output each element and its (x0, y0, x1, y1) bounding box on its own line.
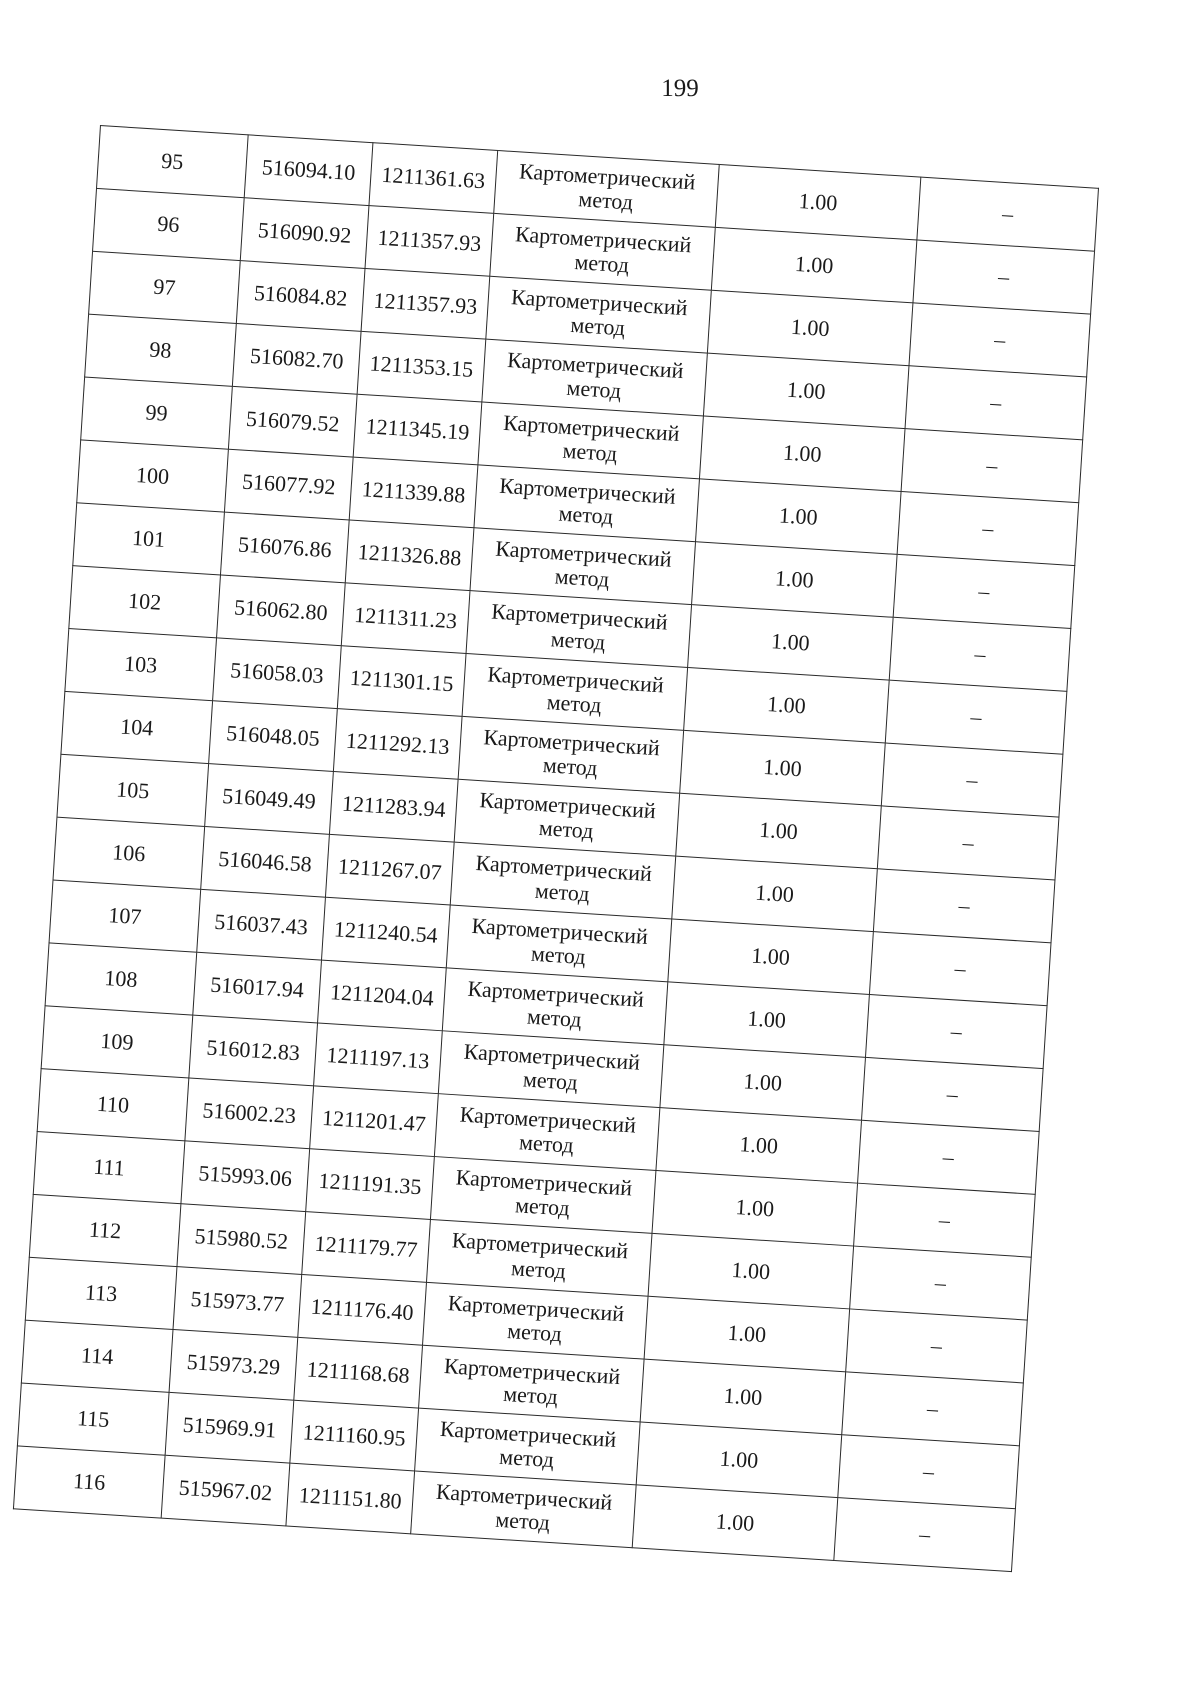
x-coordinate-cell: 516037.43 (197, 889, 326, 960)
point-number-cell: 105 (57, 754, 209, 826)
accuracy-cell: 1.00 (699, 416, 905, 492)
y-coordinate-cell: 1211201.47 (310, 1086, 439, 1157)
x-coordinate-cell: 515973.29 (169, 1329, 298, 1400)
method-word: метод (498, 1443, 555, 1473)
accuracy-cell: 1.00 (636, 1422, 842, 1498)
accuracy-cell: 1.00 (676, 793, 882, 869)
note-cell: – (854, 1183, 1036, 1257)
point-number-cell: 96 (93, 188, 245, 260)
point-number-cell: 109 (41, 1006, 193, 1078)
accuracy-cell: 1.00 (696, 479, 902, 555)
point-number-cell: 97 (89, 251, 241, 323)
method-word: метод (569, 311, 626, 341)
method-word: метод (554, 563, 611, 592)
method-word: метод (561, 437, 618, 467)
accuracy-cell: 1.00 (684, 667, 890, 743)
method-word: метод (502, 1380, 559, 1410)
point-number-cell: 110 (37, 1069, 189, 1141)
point-number-cell: 116 (13, 1446, 165, 1518)
point-number-cell: 103 (65, 629, 217, 701)
y-coordinate-cell: 1211361.63 (369, 143, 498, 214)
note-cell: – (865, 995, 1047, 1069)
y-coordinate-cell: 1211301.15 (337, 646, 466, 717)
method-name: Картометрический (486, 661, 665, 698)
y-coordinate-cell: 1211204.04 (318, 960, 447, 1031)
method-word: метод (550, 626, 607, 655)
note-cell: – (897, 492, 1079, 566)
point-number-cell: 98 (85, 314, 237, 386)
accuracy-cell: 1.00 (652, 1170, 858, 1246)
accuracy-cell: 1.00 (660, 1045, 866, 1121)
y-coordinate-cell: 1211311.23 (341, 583, 470, 654)
accuracy-cell: 1.00 (711, 227, 917, 303)
point-number-cell: 108 (45, 943, 197, 1015)
y-coordinate-cell: 1211353.15 (357, 331, 486, 402)
note-cell: – (881, 743, 1063, 817)
method-name: Картометрический (518, 158, 697, 195)
accuracy-cell: 1.00 (664, 982, 870, 1058)
accuracy-cell: 1.00 (648, 1233, 854, 1309)
method-name: Картометрический (474, 850, 653, 887)
y-coordinate-cell: 1211345.19 (353, 394, 482, 465)
method-name: Картометрический (470, 912, 649, 949)
point-number-cell: 113 (25, 1257, 177, 1329)
note-cell: – (889, 617, 1071, 691)
note-cell: – (834, 1498, 1016, 1572)
method-name: Картометрический (510, 284, 689, 321)
note-cell: – (893, 554, 1075, 628)
method-word: метод (506, 1317, 563, 1347)
x-coordinate-cell: 515993.06 (181, 1141, 310, 1212)
method-name: Картометрический (502, 409, 681, 446)
method-word: метод (510, 1255, 567, 1284)
method-name: Картометрический (498, 472, 677, 509)
point-number-cell: 107 (49, 880, 201, 952)
method-word: метод (518, 1129, 575, 1158)
coordinates-table-container (13, 125, 1098, 1572)
y-coordinate-cell: 1211151.80 (286, 1463, 415, 1534)
x-coordinate-cell: 516079.52 (228, 386, 357, 457)
point-number-cell: 101 (73, 503, 225, 575)
note-cell: – (862, 1057, 1044, 1131)
point-number-cell: 111 (33, 1132, 185, 1204)
x-coordinate-cell: 516062.80 (217, 575, 346, 646)
y-coordinate-cell: 1211160.95 (290, 1400, 419, 1471)
method-name: Картометрический (478, 787, 657, 824)
method-word: метод (573, 249, 630, 278)
x-coordinate-cell: 516048.05 (209, 701, 338, 772)
method-word: метод (565, 374, 622, 404)
x-coordinate-cell: 515967.02 (161, 1455, 290, 1526)
coordinates-table (13, 125, 1099, 1572)
x-coordinate-cell: 515969.91 (165, 1392, 294, 1463)
accuracy-cell: 1.00 (707, 290, 913, 366)
method-word: метод (526, 1003, 583, 1032)
method-word: метод (542, 752, 599, 781)
x-coordinate-cell: 516049.49 (205, 764, 334, 835)
method-name: Картометрический (435, 1478, 614, 1515)
accuracy-cell: 1.00 (692, 542, 898, 618)
y-coordinate-cell: 1211267.07 (325, 834, 454, 905)
x-coordinate-cell: 515973.77 (173, 1267, 302, 1338)
y-coordinate-cell: 1211176.40 (298, 1274, 427, 1345)
point-number-cell: 102 (69, 566, 221, 638)
x-coordinate-cell: 516094.10 (244, 135, 373, 206)
x-coordinate-cell: 516090.92 (240, 198, 369, 269)
y-coordinate-cell: 1211292.13 (333, 709, 462, 780)
point-number-cell: 106 (53, 817, 205, 889)
x-coordinate-cell: 516002.23 (185, 1078, 314, 1149)
y-coordinate-cell: 1211168.68 (294, 1337, 423, 1408)
y-coordinate-cell: 1211326.88 (345, 520, 474, 591)
x-coordinate-cell: 516082.70 (232, 323, 361, 394)
accuracy-cell: 1.00 (715, 164, 921, 240)
page-number: 199 (661, 75, 699, 102)
accuracy-cell: 1.00 (672, 856, 878, 932)
method-name: Картометрический (451, 1227, 629, 1264)
point-number-cell: 95 (97, 126, 249, 198)
method-word: метод (546, 689, 603, 718)
accuracy-cell: 1.00 (632, 1485, 838, 1561)
method-name: Картометрический (463, 1038, 641, 1075)
method-cell (411, 1471, 637, 1548)
note-cell: – (901, 429, 1083, 503)
accuracy-cell: 1.00 (680, 730, 886, 806)
note-cell: – (850, 1246, 1032, 1320)
note-cell: – (873, 869, 1055, 943)
accuracy-cell: 1.00 (688, 605, 894, 681)
method-word: метод (530, 940, 587, 970)
x-coordinate-cell: 515980.52 (177, 1204, 306, 1275)
point-number-cell: 112 (29, 1194, 181, 1266)
method-name: Картометрический (490, 598, 669, 635)
method-name: Картометрический (447, 1290, 625, 1327)
note-cell: – (842, 1372, 1024, 1446)
x-coordinate-cell: 516017.94 (193, 952, 322, 1023)
accuracy-cell: 1.00 (703, 353, 909, 429)
method-name: Картометрический (482, 724, 661, 761)
y-coordinate-cell: 1211357.93 (365, 206, 494, 277)
method-word: метод (538, 814, 595, 844)
y-coordinate-cell: 1211240.54 (322, 897, 451, 968)
method-word: метод (514, 1192, 571, 1221)
accuracy-cell: 1.00 (644, 1296, 850, 1372)
point-number-cell: 114 (21, 1320, 173, 1392)
method-word: метод (557, 500, 614, 529)
method-name: Картометрический (459, 1101, 637, 1138)
note-cell: – (858, 1120, 1040, 1194)
note-cell: – (917, 177, 1099, 251)
method-name: Картометрический (443, 1353, 621, 1390)
x-coordinate-cell: 516046.58 (201, 826, 330, 897)
method-word: метод (534, 877, 591, 907)
x-coordinate-cell: 516076.86 (220, 512, 349, 583)
note-cell: – (846, 1309, 1028, 1383)
method-name: Картометрический (466, 975, 645, 1012)
y-coordinate-cell: 1211339.88 (349, 457, 478, 528)
method-word: метод (494, 1506, 551, 1535)
y-coordinate-cell: 1211357.93 (361, 268, 490, 339)
method-word: метод (577, 186, 634, 215)
y-coordinate-cell: 1211283.94 (329, 771, 458, 842)
accuracy-cell: 1.00 (656, 1108, 862, 1184)
method-word: метод (522, 1066, 579, 1095)
point-number-cell: 100 (77, 440, 229, 512)
note-cell: – (913, 240, 1095, 314)
point-number-cell: 115 (17, 1383, 169, 1455)
x-coordinate-cell: 516084.82 (236, 261, 365, 332)
note-cell: – (838, 1435, 1020, 1509)
x-coordinate-cell: 516077.92 (224, 449, 353, 520)
method-name: Картометрический (506, 347, 685, 384)
note-cell: – (869, 932, 1051, 1006)
note-cell: – (885, 680, 1067, 754)
table-body (13, 126, 1098, 1572)
accuracy-cell: 1.00 (668, 919, 874, 995)
y-coordinate-cell: 1211179.77 (302, 1212, 431, 1283)
point-number-cell: 99 (81, 377, 233, 449)
method-name: Картометрический (439, 1415, 617, 1452)
x-coordinate-cell: 516012.83 (189, 1015, 318, 1086)
note-cell: – (877, 806, 1059, 880)
method-name: Картометрический (455, 1164, 633, 1201)
point-number-cell: 104 (61, 691, 213, 763)
note-cell: – (905, 366, 1087, 440)
method-name: Картометрический (494, 535, 673, 572)
y-coordinate-cell: 1211197.13 (314, 1023, 443, 1094)
note-cell: – (909, 303, 1091, 377)
y-coordinate-cell: 1211191.35 (306, 1149, 435, 1220)
method-name: Картометрический (514, 221, 693, 258)
x-coordinate-cell: 516058.03 (213, 638, 342, 709)
accuracy-cell: 1.00 (640, 1359, 846, 1435)
